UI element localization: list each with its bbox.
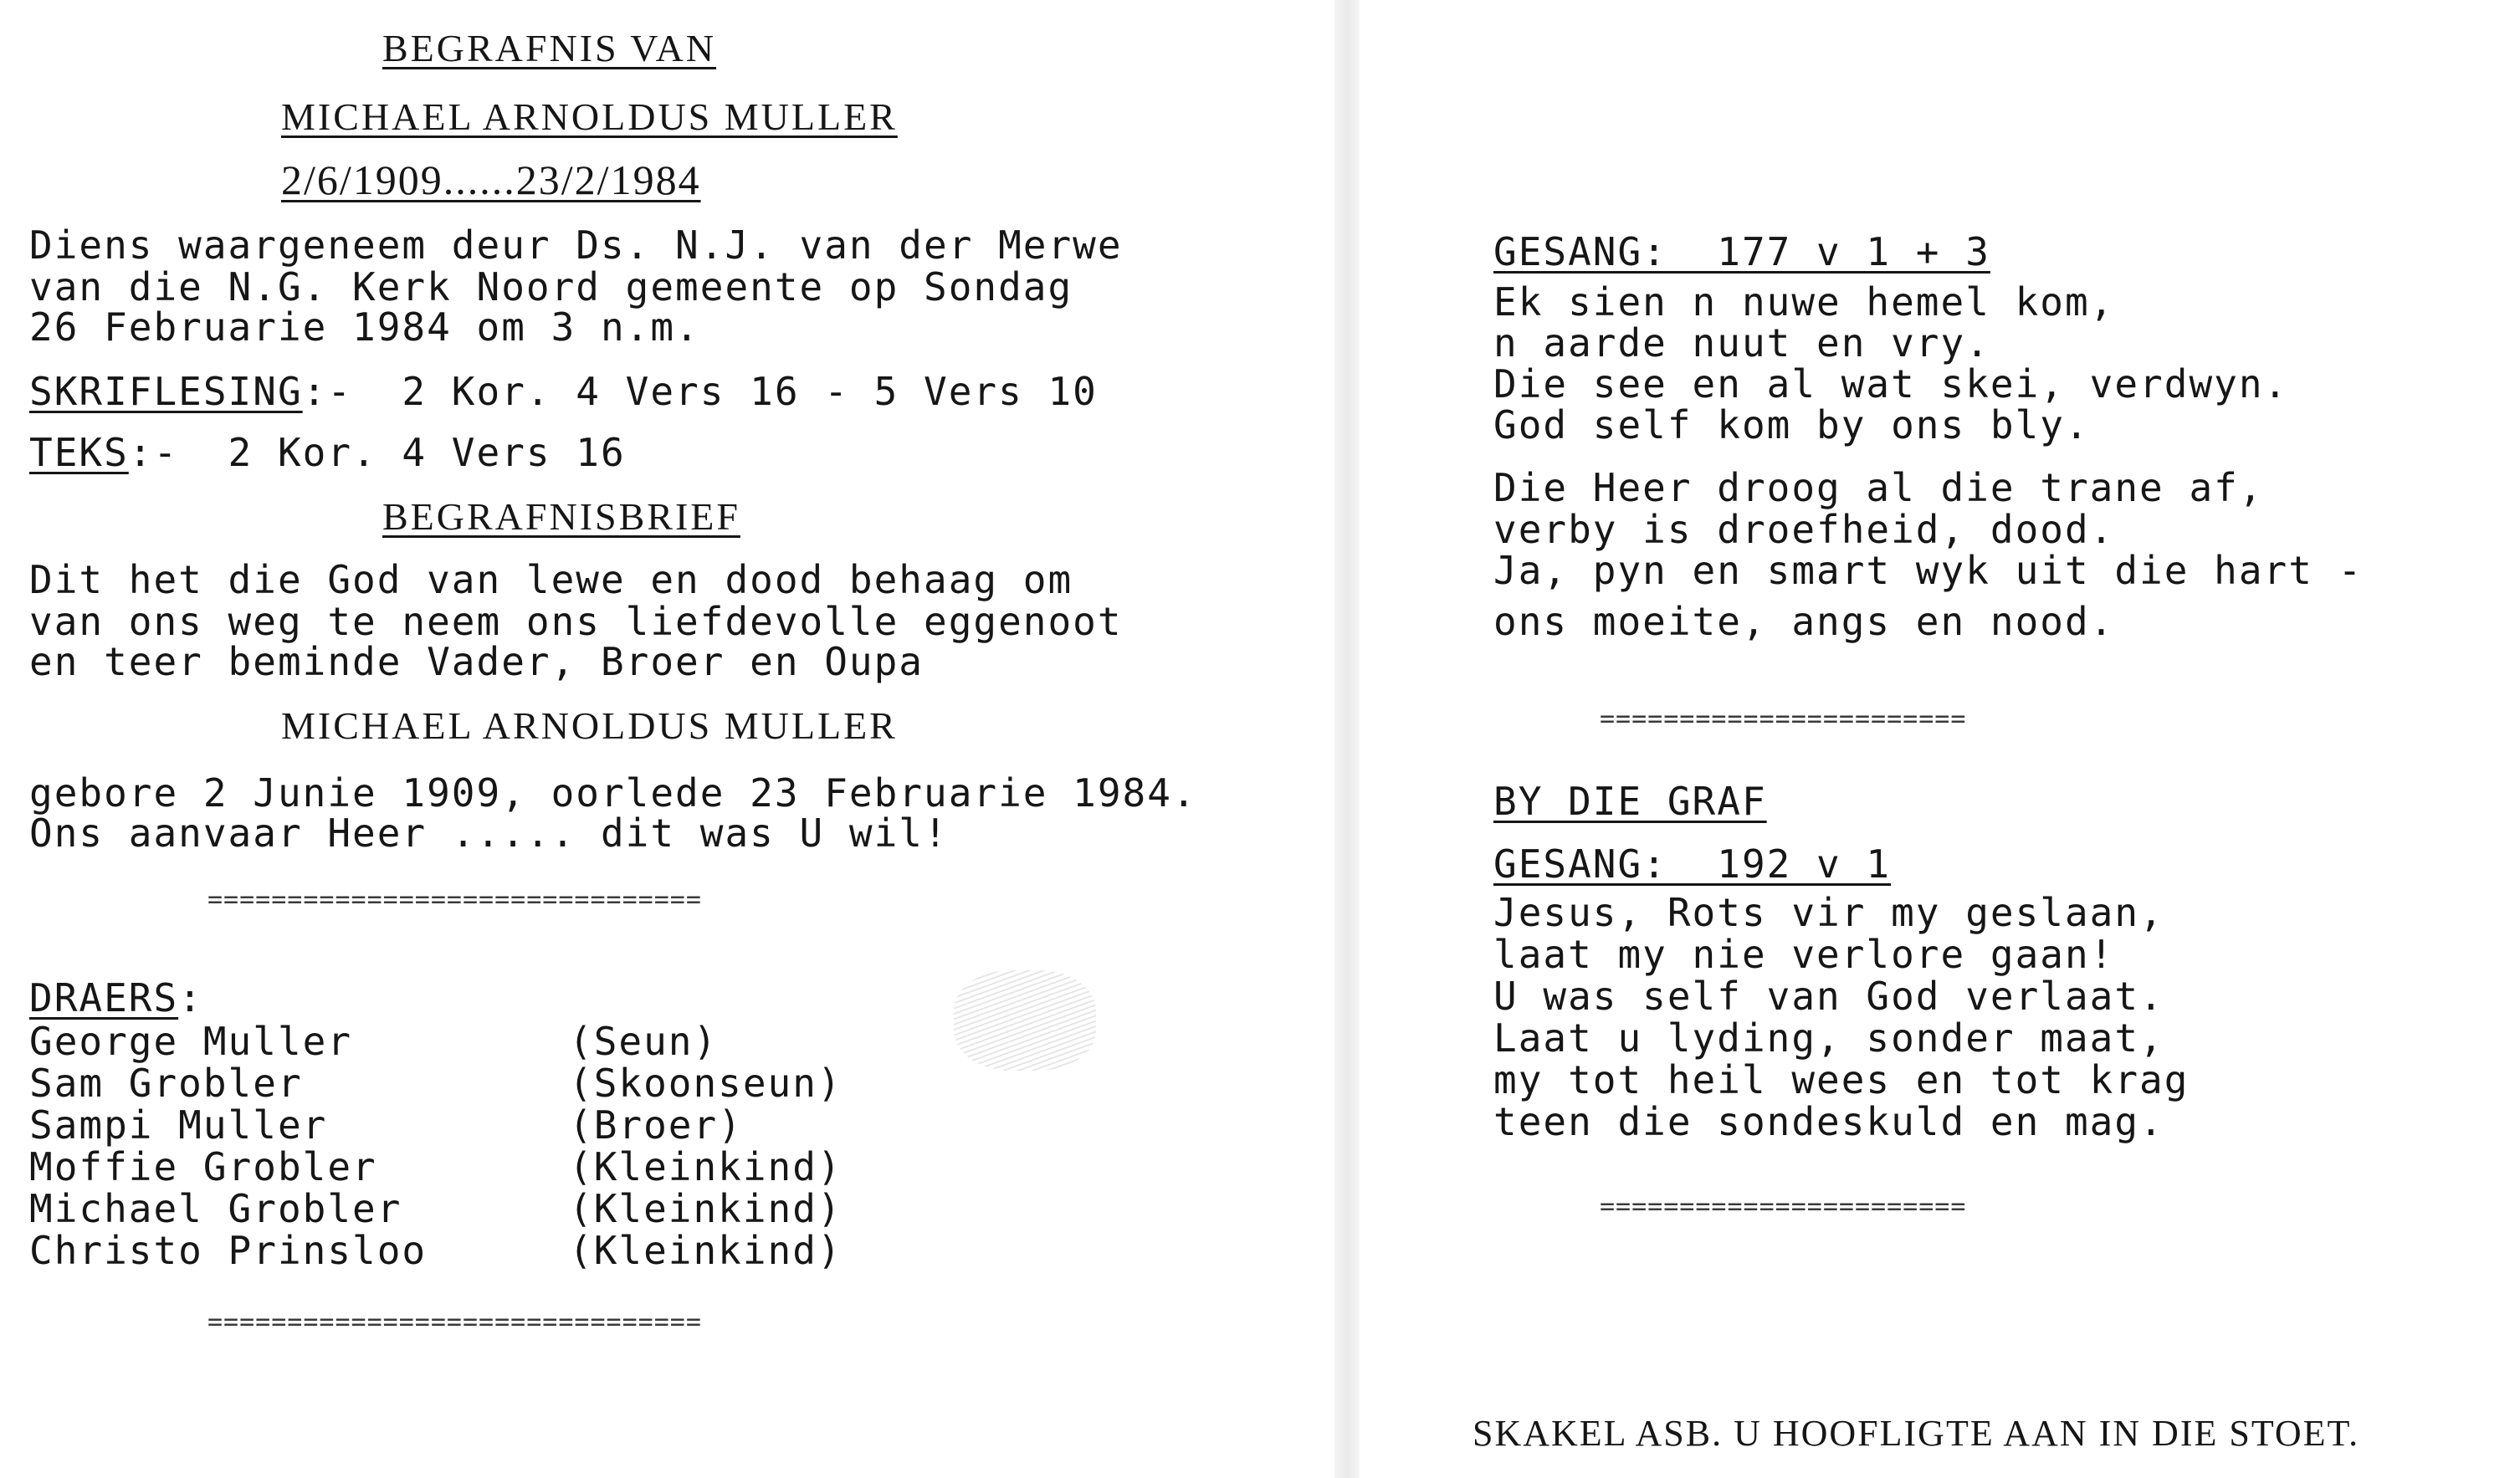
letter-line-3: en teer beminde Vader, Broer en Oupa: [29, 639, 924, 684]
procession-notice: SKAKEL ASB. U HOOFLIGTE AAN IN DIE STOET.: [1473, 1413, 2360, 1454]
bearer-name: Christo Prinsloo: [29, 1228, 428, 1273]
separator-2: ===============================: [207, 1307, 702, 1337]
grave-heading: BY DIE GRAF: [1493, 779, 1767, 824]
hymn-1-verse-2-line: ons moeite, angs en nood.: [1493, 599, 2115, 644]
hymn-1-verse-1-line: Die see en al wat skei, verdwyn.: [1493, 361, 2289, 407]
scripture-reading-label: SKRIFLESING: [29, 369, 303, 414]
bearer-name: Sam Grobler: [29, 1061, 303, 1106]
bearer-relation: (Kleinkind): [569, 1144, 843, 1189]
scripture-reading-text: :- 2 Kor. 4 Vers 16 - 5 Vers 10: [302, 369, 1098, 414]
sermon-text-value: :- 2 Kor. 4 Vers 16: [128, 430, 626, 475]
hymn-1-verse-2-line: Die Heer droog al die trane af,: [1493, 465, 2264, 510]
hymn-1-verse-2-line: Ja, pyn en smart wyk uit die hart -: [1493, 548, 2364, 593]
hymn-2-line: laat my nie verlore gaan!: [1493, 932, 2115, 977]
bearer-name: Michael Grobler: [29, 1186, 402, 1231]
hymn-2-line: Jesus, Rots vir my geslaan,: [1493, 890, 2164, 935]
hymn-1-heading: GESANG: 177 v 1 + 3: [1493, 229, 1990, 274]
bearer-relation: (Skoonseun): [569, 1061, 843, 1106]
life-dates: 2/6/1909......23/2/1984: [281, 156, 701, 203]
page-title: BEGRAFNIS VAN: [382, 27, 717, 69]
page-fold: [1334, 0, 1360, 1478]
service-line-1: Diens waargeneem deur Ds. N.J. van der Merwe: [29, 222, 1123, 268]
bearer-relation: (Kleinkind): [569, 1228, 843, 1273]
bearer-name: Moffie Grobler: [29, 1144, 377, 1189]
bearer-relation: (Broer): [569, 1102, 743, 1148]
service-line-2: van die N.G. Kerk Noord gemeente op Sondag: [29, 264, 1073, 309]
separator-3: =======================: [1600, 704, 1967, 734]
bearers-heading-label: DRAERS: [29, 975, 179, 1020]
right-page: [1360, 0, 2520, 1478]
sermon-text: [29, 430, 626, 475]
sermon-text-label: TEKS: [29, 430, 129, 475]
letter-line-2: van ons weg te neem ons liefdevolle eggenoot: [29, 599, 1123, 644]
bearer-name: Sampi Muller: [29, 1102, 328, 1148]
letter-deceased-name: MICHAEL ARNOLDUS MULLER: [281, 704, 898, 747]
letter-heading: BEGRAFNISBRIEF: [382, 495, 740, 538]
hymn-1-verse-1-line: Ek sien n nuwe hemel kom,: [1493, 279, 2115, 325]
birth-death-line: gebore 2 Junie 1909, oorlede 23 Februarie 1984.: [29, 770, 1197, 816]
separator-1: ===============================: [207, 885, 702, 914]
bearers-heading: [29, 975, 203, 1020]
hymn-2-line: U was self van God verlaat.: [1493, 974, 2164, 1019]
hymn-2-line: my tot heil wees en tot krag: [1493, 1057, 2190, 1102]
scripture-reading: [29, 369, 1098, 414]
ink-smudge: [954, 970, 1096, 1071]
closing-line: Ons aanvaar Heer ..... dit was U wil!: [29, 811, 949, 856]
hymn-2-heading: GESANG: 192 v 1: [1493, 841, 1892, 887]
bearer-relation: (Seun): [569, 1019, 719, 1064]
bearers-heading-colon: :: [178, 975, 203, 1020]
deceased-name: MICHAEL ARNOLDUS MULLER: [281, 95, 898, 138]
service-line-3: 26 Februarie 1984 om 3 n.m.: [29, 304, 700, 350]
hymn-1-verse-1-line: n aarde nuut en vry.: [1493, 320, 1990, 366]
hymn-2-line: teen die sondeskuld en mag.: [1493, 1099, 2164, 1144]
bearer-relation: (Kleinkind): [569, 1186, 843, 1231]
hymn-1-verse-1-line: God self kom by ons bly.: [1493, 402, 2090, 447]
letter-line-1: Dit het die God van lewe en dood behaag om: [29, 557, 1073, 602]
bearer-name: George Muller: [29, 1019, 353, 1064]
hymn-2-line: Laat u lyding, sonder maat,: [1493, 1015, 2164, 1061]
separator-4: =======================: [1600, 1192, 1967, 1221]
hymn-1-verse-2-line: verby is droefheid, dood.: [1493, 507, 2115, 552]
